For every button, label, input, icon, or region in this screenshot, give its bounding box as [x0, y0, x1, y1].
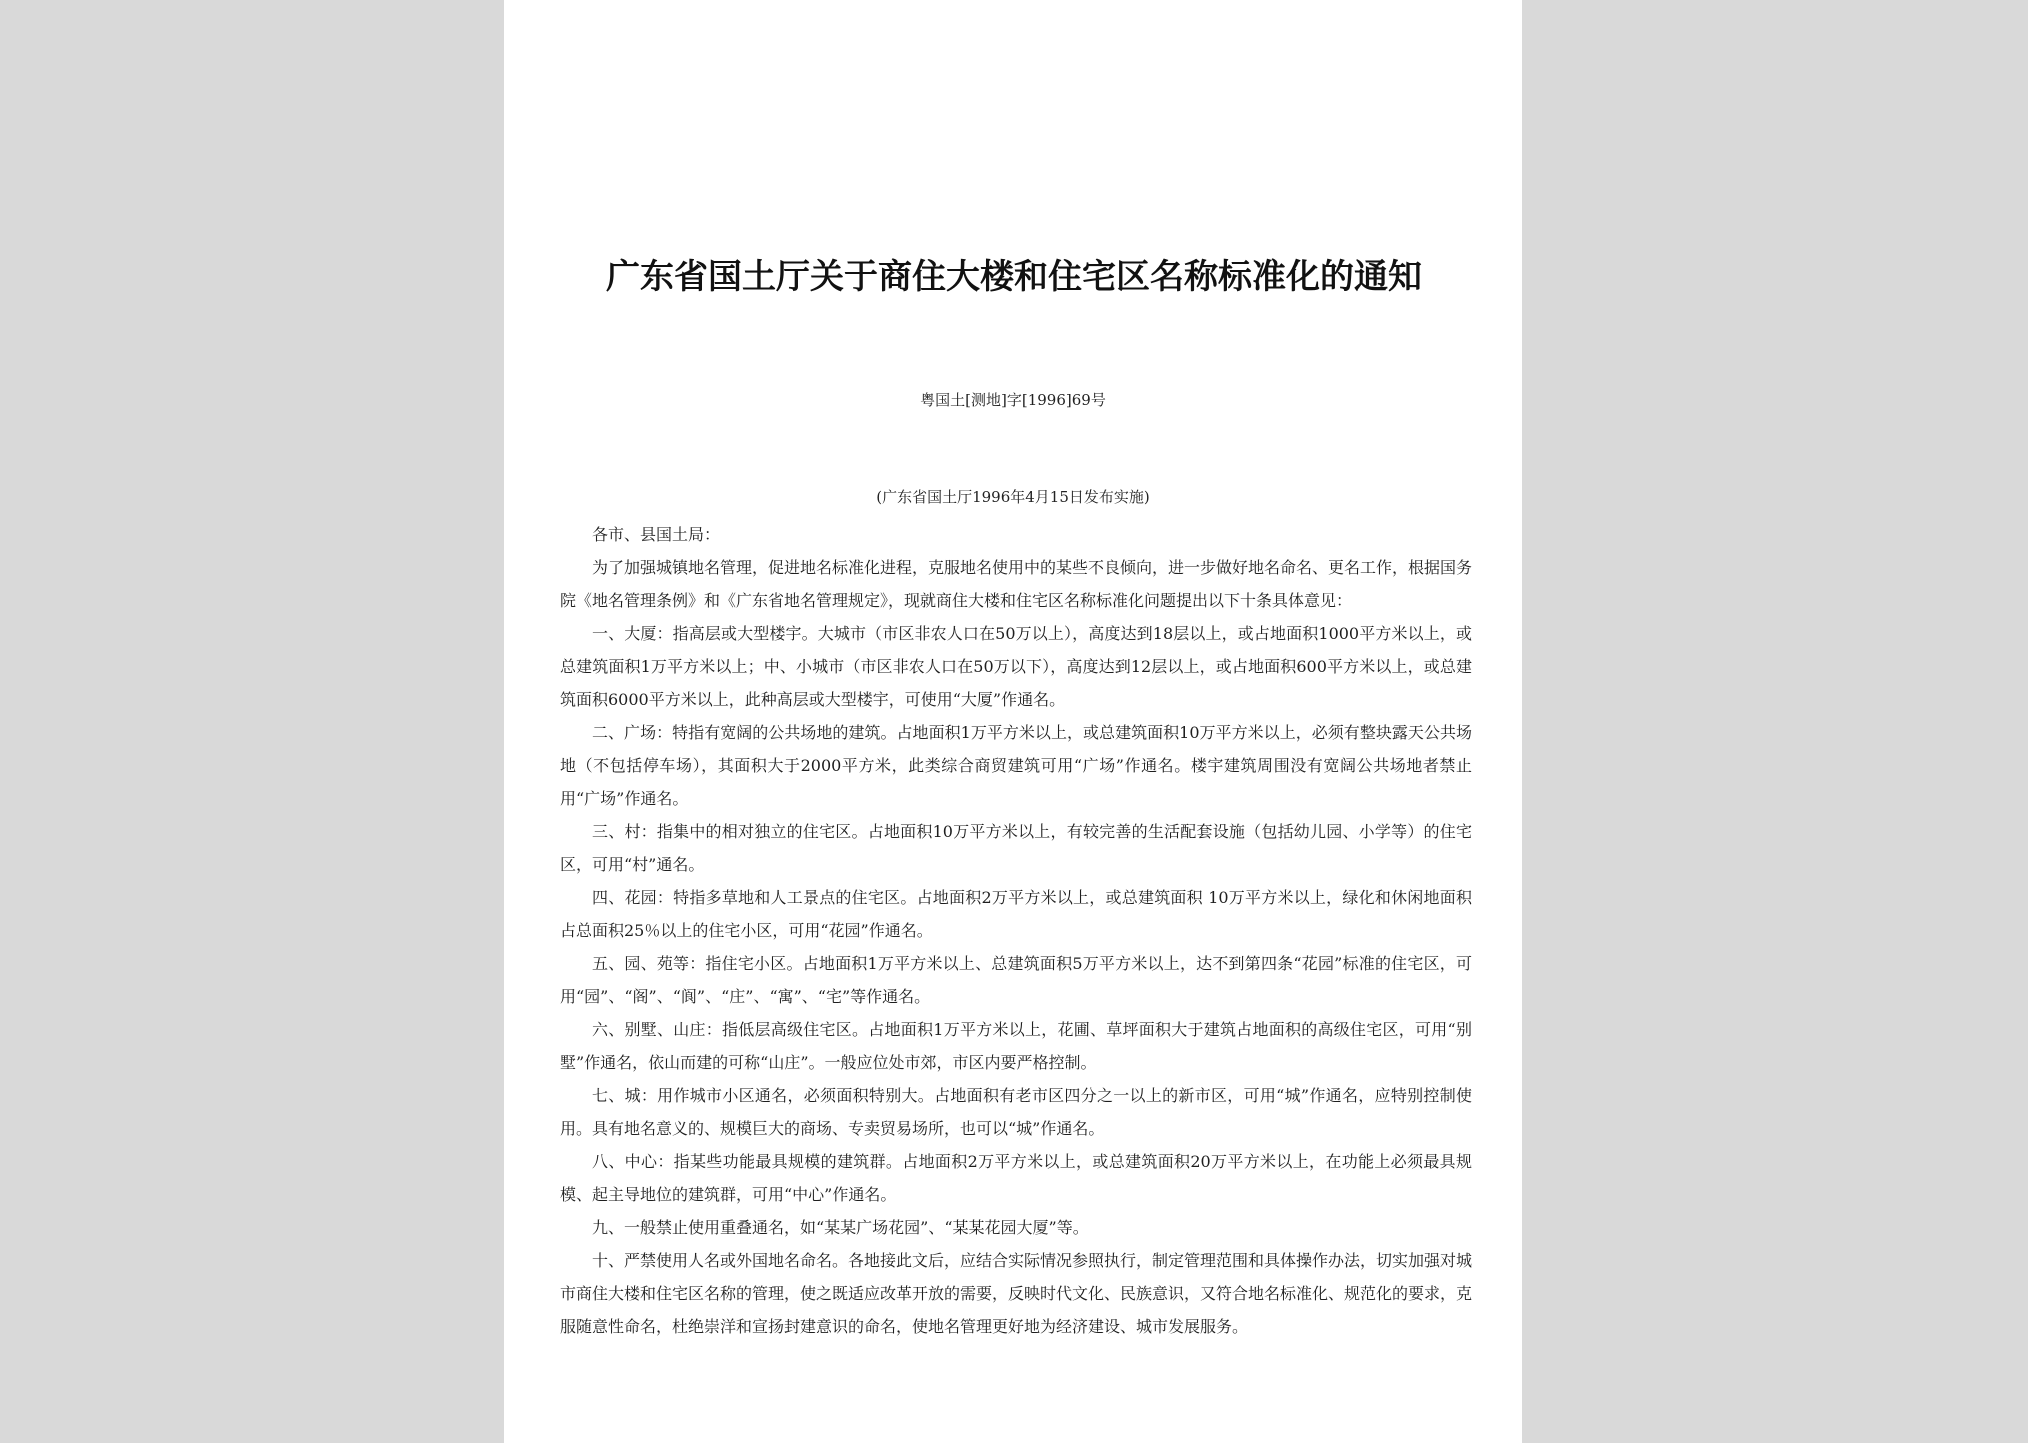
issued-note: (广东省国土厅1996年4月15日发布实施) [876, 488, 1150, 506]
paragraph-8: 八、中心：指某些功能最具规模的建筑群。占地面积2万平方米以上，或总建筑面积20万平方米以上，在功能上必须最具规模、起主导地位的建筑群，可用“中心”作通名。 [560, 1152, 1472, 1204]
paragraph-5: 五、园、苑等：指住宅小区。占地面积1万平方米以上、总建筑面积5万平方米以上，达不到第四条“花园”标准的住宅区，可用“园”、“阁”、“阆”、“庄”、“寓”、“宅”等作通名。 [560, 954, 1472, 1006]
document-body [560, 518, 1472, 1343]
paragraph-10: 十、严禁使用人名或外国地名命名。各地接此文后，应结合实际情况参照执行，制定管理范围和具体操作办法，切实加强对城市商住大楼和住宅区名称的管理，使之既适应改革开放的需要，反映时代文化、民族意识，又符合地名标准化、规范化的要求，克服随意性命名，杜绝崇洋和宣扬封建意识的命名，使地名管理更好地为经济建设、城市发展服务。 [560, 1251, 1473, 1336]
paragraph-7: 七、城：用作城市小区通名，必须面积特别大。占地面积有老市区四分之一以上的新市区，可用“城”作通名，应特别控制使用。具有地名意义的、规模巨大的商场、专卖贸易场所，也可以“城”作通名。 [560, 1086, 1472, 1138]
paragraph-9: 九、一般禁止使用重叠通名，如“某某广场花园”、“某某花园大厦”等。 [592, 1218, 1089, 1237]
document-page [504, 0, 1522, 1443]
document-number: 粤国土[测地]字[1996]69号 [920, 391, 1106, 409]
paragraph-1: 一、大厦：指高层或大型楼宇。大城市（市区非农人口在50万以上），高度达到18层以上，或占地面积1000平方米以上，或总建筑面积1万平方米以上；中、小城市（市区非农人口在50万以下），高度达到12层以上，或占地面积600平方米以上，或总建筑面积6000平方米以上，此种高层或大型楼宇，可使用“大厦”作通名。 [560, 624, 1472, 709]
paragraph-4: 四、花园：特指多草地和人工景点的住宅区。占地面积2万平方米以上，或总建筑面积 10万平方米以上，绿化和休闲地面积占总面积25％以上的住宅小区，可用“花园”作通名。 [560, 888, 1472, 940]
paragraph-intro: 为了加强城镇地名管理，促进地名标准化进程，克服地名使用中的某些不良倾向，进一步做好地名命名、更名工作，根据国务院《地名管理条例》和《广东省地名管理规定》，现就商住大楼和住宅区名称标准化问题提出以下十条具体意见： [560, 558, 1473, 610]
paragraph-6: 六、别墅、山庄：指低层高级住宅区。占地面积1万平方米以上，花圃、草坪面积大于建筑占地面积的高级住宅区，可用“别墅”作通名，依山而建的可称“山庄”。一般应位处市郊，市区内要严格控制。 [560, 1020, 1472, 1072]
salutation: 各市、县国土局： [592, 525, 721, 544]
paragraph-3: 三、村：指集中的相对独立的住宅区。占地面积10万平方米以上，有较完善的生活配套设施（包括幼儿园、小学等）的住宅区，可用“村”通名。 [560, 822, 1472, 874]
paragraph-2: 二、广场：特指有宽阔的公共场地的建筑。占地面积1万平方米以上，或总建筑面积10万平方米以上，必须有整块露天公共场地（不包括停车场），其面积大于2000平方米，此类综合商贸建筑可用“广场”作通名。楼宇建筑周围没有宽阔公共场地者禁止用“广场”作通名。 [560, 723, 1472, 808]
document-title: 广东省国土厅关于商住大楼和住宅区名称标准化的通知 [606, 257, 1422, 297]
